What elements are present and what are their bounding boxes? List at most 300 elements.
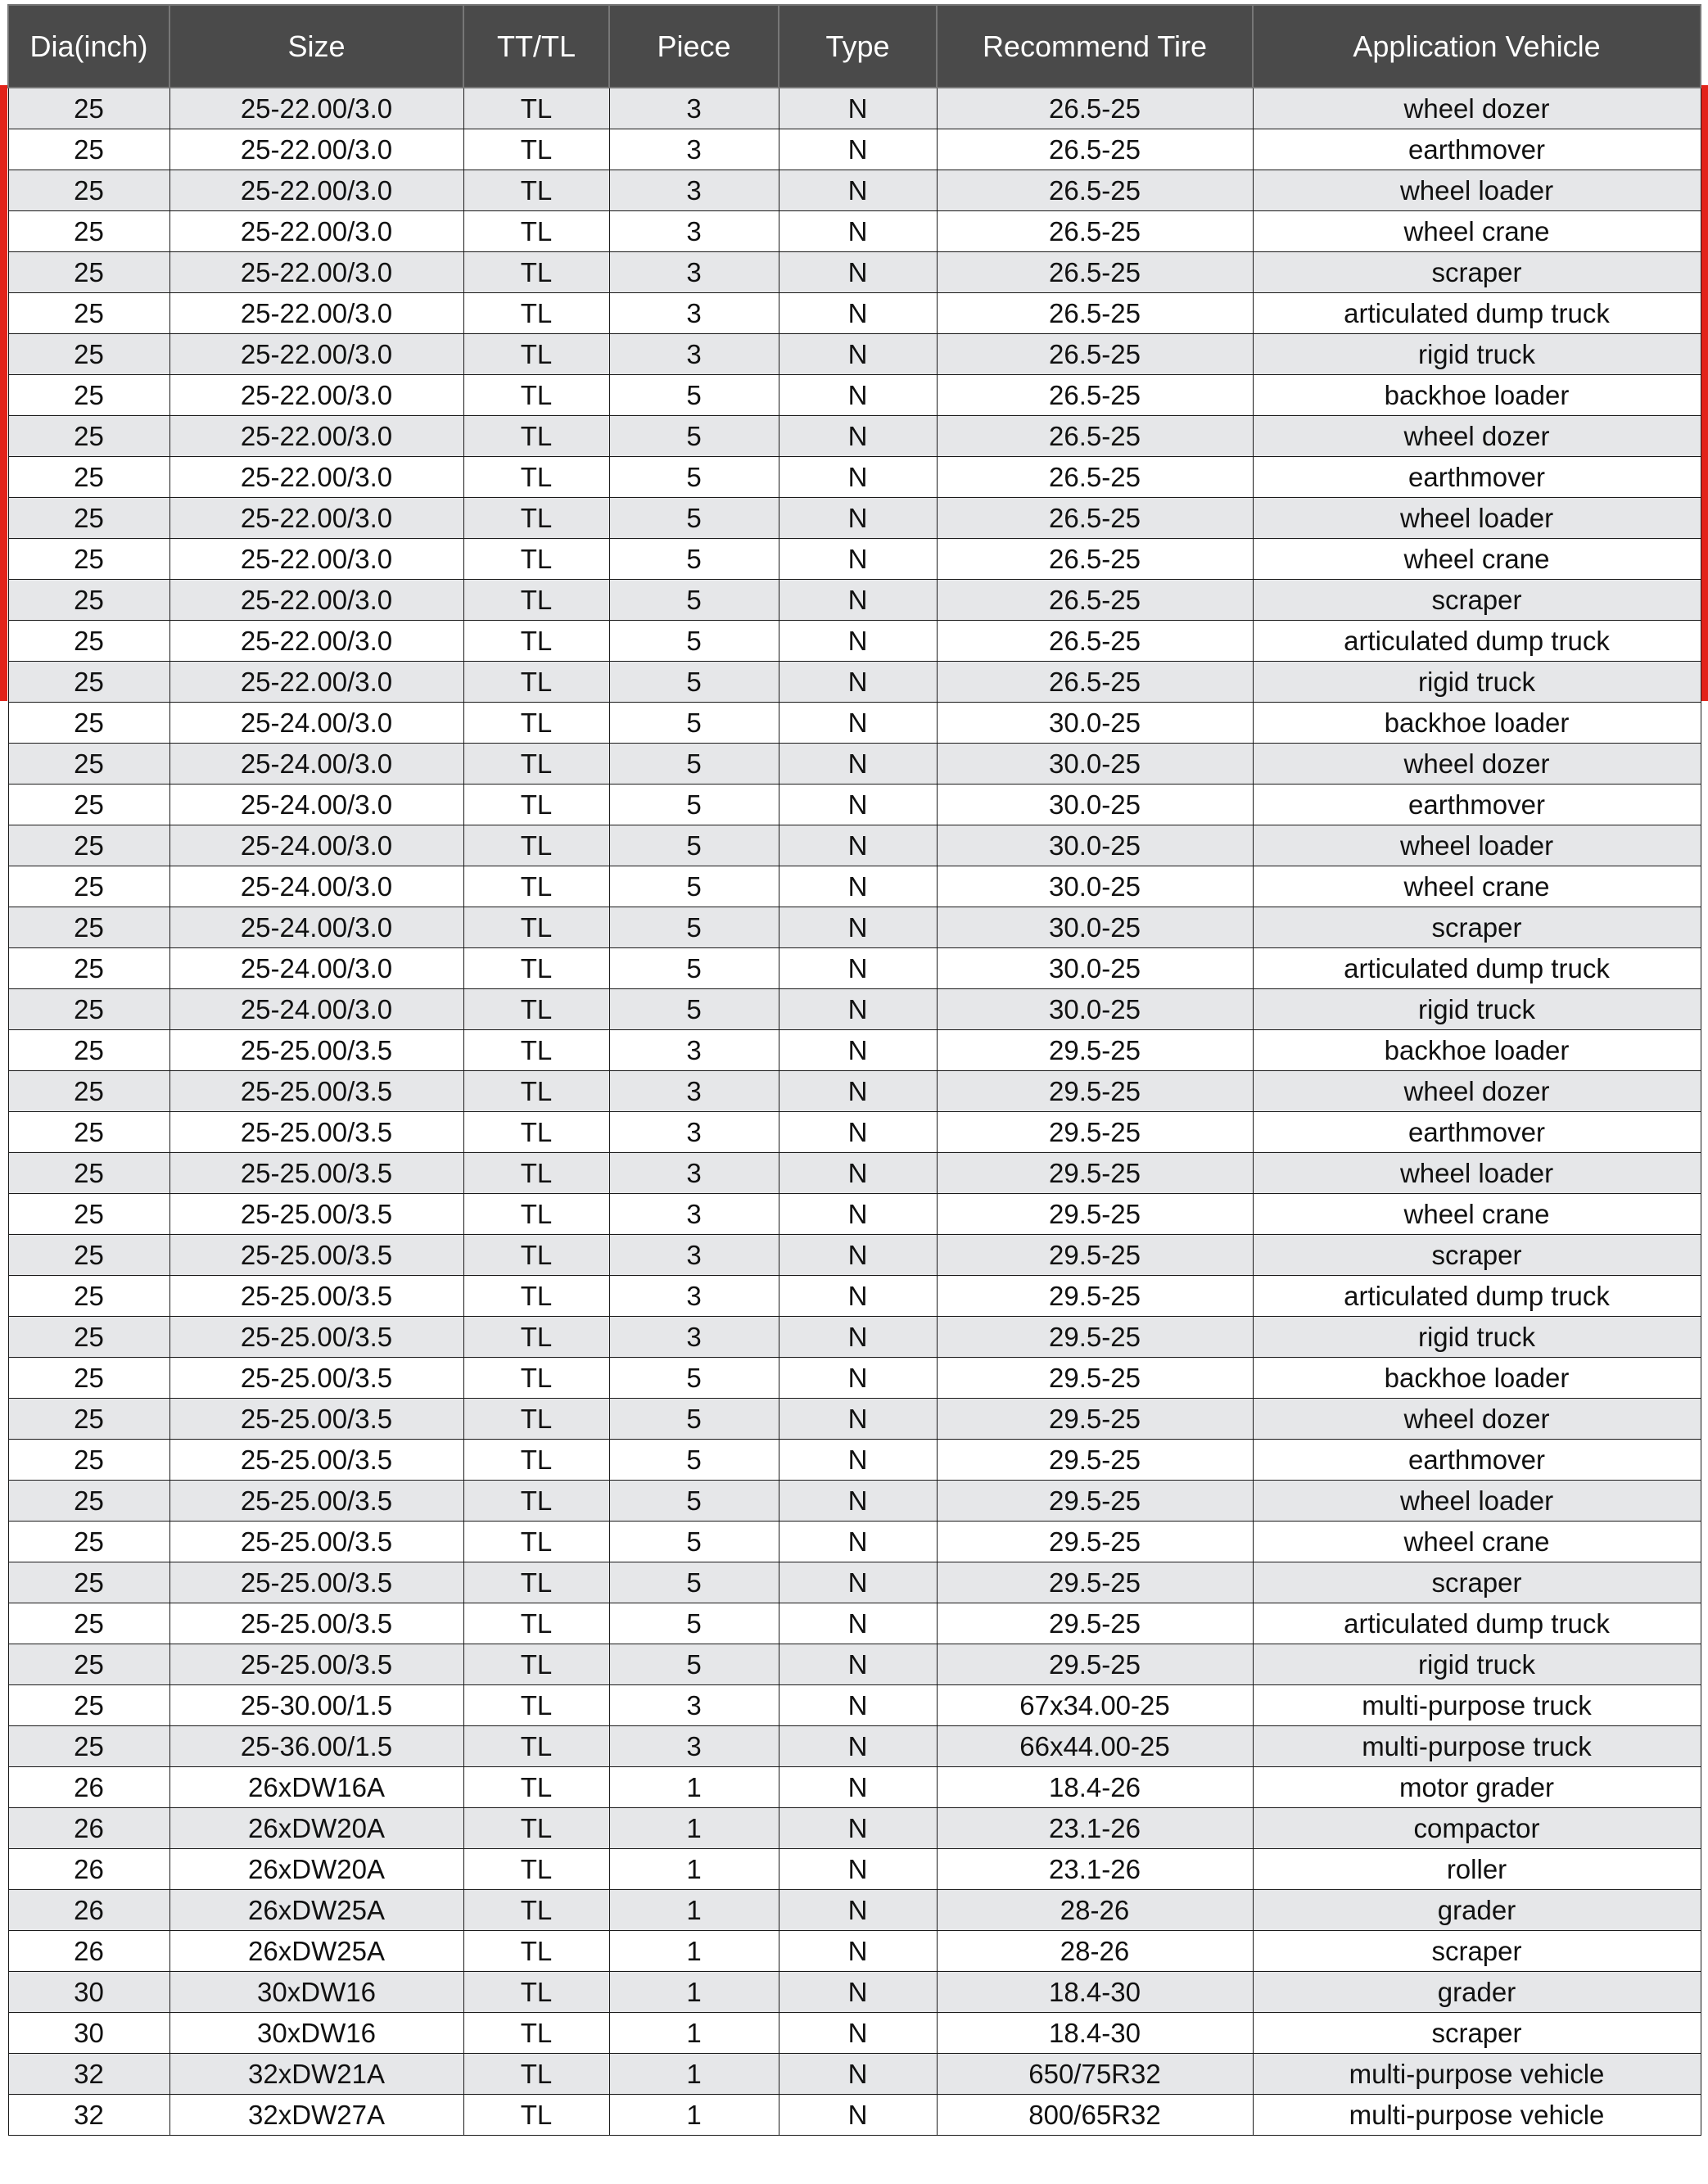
tt-tl-cell: TL [463,1767,609,1808]
table-header [8,5,1701,88]
size-cell: 25-22.00/3.0 [169,662,463,703]
recommend-tire-cell: 26.5-25 [937,580,1253,621]
tt-tl-cell: TL [463,825,609,866]
dia-cell: 32 [8,2054,169,2095]
dia-cell: 25 [8,1276,169,1317]
type-cell: N [779,1685,937,1726]
recommend-tire-cell: 29.5-25 [937,1562,1253,1603]
tt-tl-cell: TL [463,2095,609,2136]
dia-cell: 25 [8,989,169,1030]
dia-cell: 25 [8,1153,169,1194]
dia-cell: 25 [8,293,169,334]
type-cell: N [779,1522,937,1562]
application-vehicle-cell: multi-purpose truck [1253,1726,1701,1767]
table-row [8,1235,1701,1276]
piece-cell: 3 [609,334,779,375]
application-vehicle-cell: scraper [1253,1562,1701,1603]
dia-cell: 25 [8,1071,169,1112]
recommend-tire-cell: 26.5-25 [937,416,1253,457]
recommend-tire-cell: 30.0-25 [937,907,1253,948]
table-row [8,211,1701,252]
size-cell: 25-25.00/3.5 [169,1317,463,1358]
application-vehicle-cell: scraper [1253,1931,1701,1972]
tt-tl-cell: TL [463,252,609,293]
piece-cell: 3 [609,1685,779,1726]
dia-cell: 26 [8,1808,169,1849]
table-row [8,539,1701,580]
recommend-tire-cell: 29.5-25 [937,1399,1253,1440]
type-cell: N [779,744,937,785]
dia-cell: 30 [8,1972,169,2013]
table-row [8,1849,1701,1890]
type-cell: N [779,1849,937,1890]
size-cell: 25-24.00/3.0 [169,907,463,948]
application-vehicle-cell: wheel crane [1253,866,1701,907]
recommend-tire-cell: 29.5-25 [937,1194,1253,1235]
table-row [8,989,1701,1030]
size-cell: 25-22.00/3.0 [169,457,463,498]
size-cell: 25-25.00/3.5 [169,1644,463,1685]
recommend-tire-cell: 29.5-25 [937,1030,1253,1071]
dia-cell: 26 [8,1849,169,1890]
dia-cell: 25 [8,1030,169,1071]
application-vehicle-cell: wheel crane [1253,1194,1701,1235]
type-cell: N [779,293,937,334]
type-cell: N [779,825,937,866]
size-cell: 25-22.00/3.0 [169,539,463,580]
application-vehicle-cell: wheel crane [1253,1522,1701,1562]
type-cell: N [779,2095,937,2136]
size-cell: 30xDW16 [169,1972,463,2013]
type-cell: N [779,1399,937,1440]
type-cell: N [779,621,937,662]
piece-cell: 5 [609,1644,779,1685]
piece-cell: 1 [609,1767,779,1808]
size-cell: 26xDW16A [169,1767,463,1808]
application-vehicle-cell: earthmover [1253,785,1701,825]
recommend-tire-cell: 29.5-25 [937,1071,1253,1112]
application-vehicle-cell: rigid truck [1253,662,1701,703]
dia-cell: 25 [8,334,169,375]
size-cell: 26xDW25A [169,1890,463,1931]
recommend-tire-cell: 800/65R32 [937,2095,1253,2136]
recommend-tire-cell: 29.5-25 [937,1112,1253,1153]
piece-cell: 3 [609,1194,779,1235]
size-cell: 25-22.00/3.0 [169,334,463,375]
dia-cell: 25 [8,539,169,580]
application-vehicle-cell: articulated dump truck [1253,948,1701,989]
tt-tl-cell: TL [463,1726,609,1767]
size-cell: 25-22.00/3.0 [169,375,463,416]
table-row [8,866,1701,907]
table-row [8,1522,1701,1562]
table-row [8,662,1701,703]
dia-cell: 25 [8,129,169,170]
size-cell: 25-22.00/3.0 [169,580,463,621]
table-row [8,948,1701,989]
tt-tl-cell: TL [463,1317,609,1358]
application-vehicle-cell: multi-purpose truck [1253,1685,1701,1726]
piece-cell: 3 [609,88,779,129]
tt-tl-cell: TL [463,1276,609,1317]
piece-cell: 1 [609,2095,779,2136]
tt-tl-cell: TL [463,416,609,457]
tt-tl-cell: TL [463,1603,609,1644]
tt-tl-cell: TL [463,907,609,948]
type-cell: N [779,539,937,580]
table-row [8,416,1701,457]
type-cell: N [779,989,937,1030]
tt-tl-cell: TL [463,1399,609,1440]
table-row [8,1972,1701,2013]
dia-cell: 25 [8,1481,169,1522]
size-cell: 25-24.00/3.0 [169,948,463,989]
size-cell: 25-22.00/3.0 [169,252,463,293]
rim-spec-table [7,4,1701,2136]
size-cell: 25-24.00/3.0 [169,825,463,866]
size-cell: 26xDW20A [169,1849,463,1890]
dia-cell: 25 [8,1440,169,1481]
type-cell: N [779,1235,937,1276]
left-accent-bar [0,85,7,701]
size-cell: 25-25.00/3.5 [169,1440,463,1481]
piece-cell: 5 [609,375,779,416]
table-row [8,1644,1701,1685]
application-vehicle-cell: scraper [1253,252,1701,293]
dia-cell: 25 [8,1644,169,1685]
type-cell: N [779,1440,937,1481]
size-cell: 25-24.00/3.0 [169,744,463,785]
table-row [8,1726,1701,1767]
piece-cell: 3 [609,1235,779,1276]
application-vehicle-cell: wheel crane [1253,211,1701,252]
piece-cell: 5 [609,662,779,703]
table-row [8,1931,1701,1972]
application-vehicle-cell: wheel dozer [1253,1399,1701,1440]
size-cell: 25-25.00/3.5 [169,1358,463,1399]
application-vehicle-cell: articulated dump truck [1253,293,1701,334]
type-cell: N [779,1726,937,1767]
tt-tl-cell: TL [463,1358,609,1399]
table-body [8,88,1701,2136]
application-vehicle-cell: wheel loader [1253,1481,1701,1522]
piece-cell: 5 [609,580,779,621]
application-vehicle-cell: backhoe loader [1253,703,1701,744]
type-cell: N [779,580,937,621]
dia-cell: 25 [8,375,169,416]
recommend-tire-cell: 26.5-25 [937,662,1253,703]
type-cell: N [779,416,937,457]
size-cell: 25-22.00/3.0 [169,88,463,129]
piece-cell: 3 [609,252,779,293]
piece-cell: 5 [609,948,779,989]
recommend-tire-cell: 30.0-25 [937,866,1253,907]
piece-cell: 3 [609,170,779,211]
type-cell: N [779,375,937,416]
piece-cell: 5 [609,744,779,785]
size-cell: 32xDW21A [169,2054,463,2095]
type-cell: N [779,866,937,907]
dia-cell: 25 [8,580,169,621]
recommend-tire-cell: 28-26 [937,1931,1253,1972]
size-cell: 25-24.00/3.0 [169,703,463,744]
recommend-tire-cell: 29.5-25 [937,1235,1253,1276]
piece-cell: 3 [609,1726,779,1767]
recommend-tire-cell: 650/75R32 [937,2054,1253,2095]
recommend-tire-cell: 26.5-25 [937,621,1253,662]
size-cell: 25-25.00/3.5 [169,1112,463,1153]
application-vehicle-cell: articulated dump truck [1253,1603,1701,1644]
piece-cell: 5 [609,1562,779,1603]
recommend-tire-cell: 29.5-25 [937,1440,1253,1481]
tt-tl-cell: TL [463,1849,609,1890]
application-vehicle-cell: wheel dozer [1253,1071,1701,1112]
type-cell: N [779,1194,937,1235]
piece-cell: 3 [609,1030,779,1071]
recommend-tire-cell: 29.5-25 [937,1522,1253,1562]
tt-tl-cell: TL [463,498,609,539]
size-cell: 25-25.00/3.5 [169,1276,463,1317]
type-cell: N [779,457,937,498]
dia-cell: 25 [8,1562,169,1603]
application-vehicle-cell: compactor [1253,1808,1701,1849]
application-vehicle-cell: wheel loader [1253,498,1701,539]
table-row [8,1276,1701,1317]
type-cell: N [779,907,937,948]
table-row [8,1808,1701,1849]
tt-tl-cell: TL [463,1481,609,1522]
table-row [8,1562,1701,1603]
application-vehicle-cell: scraper [1253,907,1701,948]
tt-tl-cell: TL [463,293,609,334]
dia-cell: 25 [8,1358,169,1399]
application-vehicle-cell: multi-purpose vehicle [1253,2095,1701,2136]
recommend-tire-cell: 29.5-25 [937,1481,1253,1522]
piece-cell: 1 [609,1931,779,1972]
table-row [8,1890,1701,1931]
piece-cell: 3 [609,1317,779,1358]
header-application-vehicle: Application Vehicle [1253,5,1701,88]
application-vehicle-cell: articulated dump truck [1253,621,1701,662]
type-cell: N [779,948,937,989]
piece-cell: 5 [609,457,779,498]
recommend-tire-cell: 30.0-25 [937,744,1253,785]
table-row [8,1153,1701,1194]
tt-tl-cell: TL [463,1808,609,1849]
recommend-tire-cell: 26.5-25 [937,334,1253,375]
tt-tl-cell: TL [463,1112,609,1153]
tt-tl-cell: TL [463,621,609,662]
dia-cell: 25 [8,1685,169,1726]
piece-cell: 5 [609,907,779,948]
dia-cell: 25 [8,1194,169,1235]
dia-cell: 25 [8,1522,169,1562]
table-row [8,375,1701,416]
size-cell: 25-25.00/3.5 [169,1481,463,1522]
size-cell: 25-24.00/3.0 [169,989,463,1030]
type-cell: N [779,498,937,539]
size-cell: 25-25.00/3.5 [169,1030,463,1071]
type-cell: N [779,1071,937,1112]
size-cell: 25-25.00/3.5 [169,1235,463,1276]
application-vehicle-cell: rigid truck [1253,1644,1701,1685]
type-cell: N [779,2054,937,2095]
piece-cell: 3 [609,1153,779,1194]
type-cell: N [779,1808,937,1849]
recommend-tire-cell: 26.5-25 [937,375,1253,416]
header-type: Type [779,5,937,88]
piece-cell: 5 [609,1440,779,1481]
dia-cell: 25 [8,211,169,252]
application-vehicle-cell: earthmover [1253,457,1701,498]
size-cell: 25-25.00/3.5 [169,1399,463,1440]
piece-cell: 1 [609,1849,779,1890]
dia-cell: 25 [8,1235,169,1276]
piece-cell: 3 [609,1071,779,1112]
recommend-tire-cell: 18.4-30 [937,1972,1253,2013]
type-cell: N [779,170,937,211]
dia-cell: 25 [8,825,169,866]
dia-cell: 25 [8,1726,169,1767]
recommend-tire-cell: 29.5-25 [937,1276,1253,1317]
tt-tl-cell: TL [463,1562,609,1603]
dia-cell: 26 [8,1890,169,1931]
type-cell: N [779,662,937,703]
application-vehicle-cell: scraper [1253,580,1701,621]
dia-cell: 25 [8,703,169,744]
dia-cell: 25 [8,866,169,907]
table-row [8,88,1701,129]
application-vehicle-cell: wheel dozer [1253,88,1701,129]
tt-tl-cell: TL [463,1235,609,1276]
application-vehicle-cell: backhoe loader [1253,375,1701,416]
recommend-tire-cell: 26.5-25 [937,498,1253,539]
table-row [8,1767,1701,1808]
piece-cell: 3 [609,129,779,170]
tt-tl-cell: TL [463,88,609,129]
type-cell: N [779,1481,937,1522]
table-row [8,1399,1701,1440]
table-row [8,1358,1701,1399]
piece-cell: 5 [609,1481,779,1522]
dia-cell: 26 [8,1931,169,1972]
application-vehicle-cell: roller [1253,1849,1701,1890]
type-cell: N [779,252,937,293]
tt-tl-cell: TL [463,129,609,170]
application-vehicle-cell: backhoe loader [1253,1030,1701,1071]
type-cell: N [779,1931,937,1972]
size-cell: 25-36.00/1.5 [169,1726,463,1767]
recommend-tire-cell: 30.0-25 [937,989,1253,1030]
piece-cell: 5 [609,989,779,1030]
application-vehicle-cell: earthmover [1253,1112,1701,1153]
piece-cell: 3 [609,293,779,334]
application-vehicle-cell: rigid truck [1253,1317,1701,1358]
piece-cell: 3 [609,1276,779,1317]
tt-tl-cell: TL [463,703,609,744]
tt-tl-cell: TL [463,1030,609,1071]
size-cell: 26xDW25A [169,1931,463,1972]
piece-cell: 1 [609,1808,779,1849]
table-row [8,334,1701,375]
size-cell: 25-24.00/3.0 [169,785,463,825]
recommend-tire-cell: 29.5-25 [937,1358,1253,1399]
recommend-tire-cell: 26.5-25 [937,88,1253,129]
piece-cell: 3 [609,1112,779,1153]
table-row [8,2054,1701,2095]
recommend-tire-cell: 26.5-25 [937,129,1253,170]
dia-cell: 32 [8,2095,169,2136]
tt-tl-cell: TL [463,989,609,1030]
dia-cell: 25 [8,1603,169,1644]
piece-cell: 5 [609,416,779,457]
header-recommend-tire: Recommend Tire [937,5,1253,88]
recommend-tire-cell: 23.1-26 [937,1849,1253,1890]
size-cell: 25-22.00/3.0 [169,498,463,539]
size-cell: 25-22.00/3.0 [169,129,463,170]
type-cell: N [779,1317,937,1358]
recommend-tire-cell: 26.5-25 [937,252,1253,293]
type-cell: N [779,334,937,375]
table-row [8,457,1701,498]
piece-cell: 5 [609,1399,779,1440]
tt-tl-cell: TL [463,1153,609,1194]
application-vehicle-cell: grader [1253,1972,1701,2013]
type-cell: N [779,1972,937,2013]
application-vehicle-cell: backhoe loader [1253,1358,1701,1399]
piece-cell: 5 [609,1603,779,1644]
type-cell: N [779,1644,937,1685]
table-row [8,2013,1701,2054]
recommend-tire-cell: 29.5-25 [937,1153,1253,1194]
header-tt-tl: TT/TL [463,5,609,88]
size-cell: 25-25.00/3.5 [169,1071,463,1112]
tt-tl-cell: TL [463,539,609,580]
application-vehicle-cell: wheel loader [1253,170,1701,211]
recommend-tire-cell: 30.0-25 [937,785,1253,825]
size-cell: 26xDW20A [169,1808,463,1849]
recommend-tire-cell: 18.4-30 [937,2013,1253,2054]
dia-cell: 25 [8,88,169,129]
type-cell: N [779,1890,937,1931]
recommend-tire-cell: 18.4-26 [937,1767,1253,1808]
tt-tl-cell: TL [463,948,609,989]
table-row [8,1030,1701,1071]
size-cell: 25-25.00/3.5 [169,1562,463,1603]
table-row [8,1603,1701,1644]
piece-cell: 1 [609,2054,779,2095]
tt-tl-cell: TL [463,785,609,825]
tt-tl-cell: TL [463,580,609,621]
application-vehicle-cell: rigid truck [1253,989,1701,1030]
size-cell: 25-22.00/3.0 [169,621,463,662]
size-cell: 25-24.00/3.0 [169,866,463,907]
size-cell: 30xDW16 [169,2013,463,2054]
recommend-tire-cell: 29.5-25 [937,1317,1253,1358]
dia-cell: 25 [8,457,169,498]
tt-tl-cell: TL [463,334,609,375]
piece-cell: 5 [609,703,779,744]
tt-tl-cell: TL [463,1440,609,1481]
application-vehicle-cell: wheel dozer [1253,744,1701,785]
recommend-tire-cell: 26.5-25 [937,293,1253,334]
recommend-tire-cell: 29.5-25 [937,1603,1253,1644]
application-vehicle-cell: grader [1253,1890,1701,1931]
recommend-tire-cell: 26.5-25 [937,170,1253,211]
dia-cell: 30 [8,2013,169,2054]
size-cell: 25-30.00/1.5 [169,1685,463,1726]
size-cell: 25-22.00/3.0 [169,416,463,457]
